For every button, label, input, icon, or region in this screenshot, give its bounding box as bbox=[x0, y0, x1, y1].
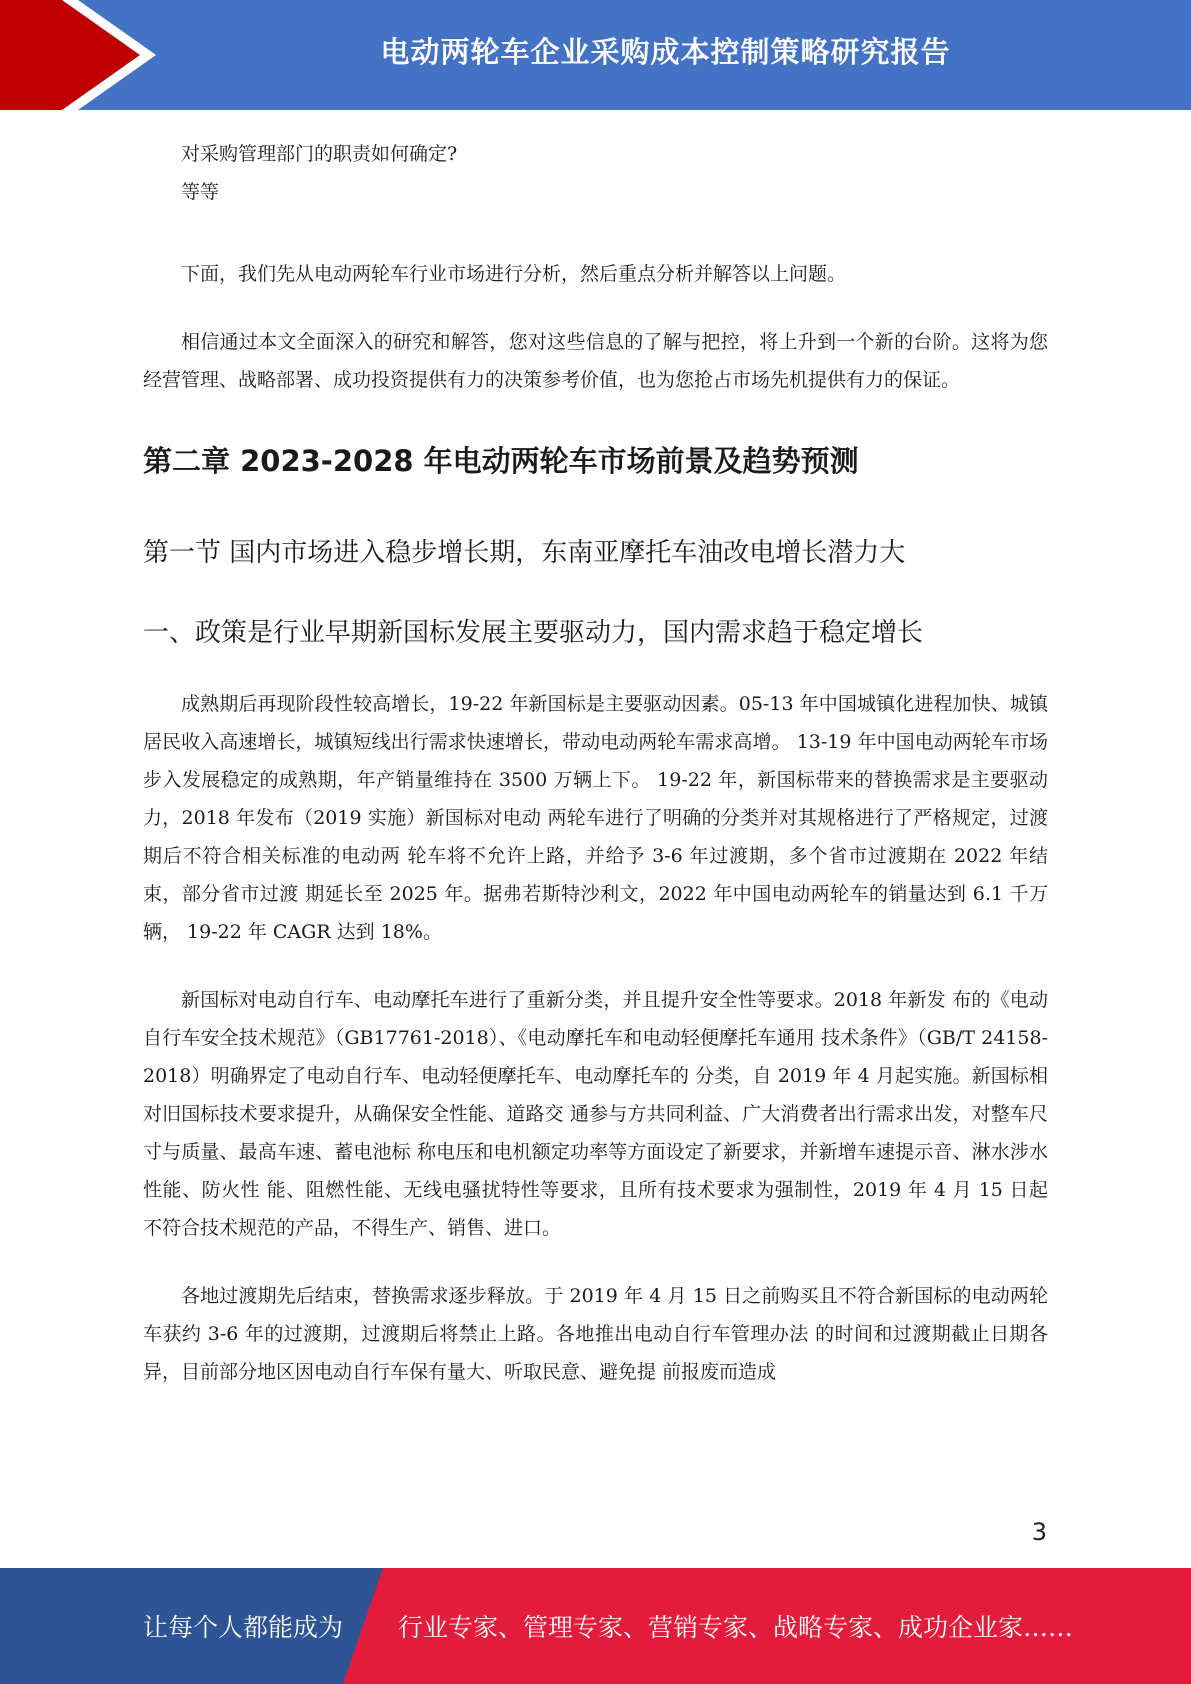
footer-slogan-right: 行业专家、管理专家、营销专家、战略专家、成功企业家…… bbox=[398, 1613, 1074, 1642]
report-title: 电动两轮车企业采购成本控制策略研究报告 bbox=[380, 34, 951, 69]
footer-slogan-left: 让每个人都能成为 bbox=[143, 1613, 344, 1642]
paragraph-2: 新国标对电动自行车、电动摩托车进行了重新分类，并且提升安全性等要求。2018 年新发 布的《电动自行车安全技术规范》（GB17761-2018）、《电动摩托车和电动轻便摩托车通用 技术条件》（GB/T 24158-2018）明确界定了电动自行车、电动轻便摩托车、电动摩托车的 分类，自 2019 年 4 月起实施。新国标相对旧国标技术要求提升，从确保安全性能、道路交 通参与方共同利益、广大消费者出行需求出发，对整车尺寸与质量、最高车速、蓄电池标 称电压和电机额定功率等方面设定了新要求，并新增车速提示音、淋水涉水性能、防火性 能、阻燃性能、无线电骚扰特性等要求，且所有技术要求为强制性，2019 年 4 月 15 日起 不符合技术规范的产品，不得生产、销售、进口。 bbox=[143, 989, 1048, 1239]
chapter-heading: 第二章 2023-2028 年电动两轮车市场前景及趋势预测 bbox=[143, 444, 859, 478]
paragraph-3: 各地过渡期先后结束，替换需求逐步释放。于 2019 年 4 月 15 日之前购买且不符合新国标的电动两轮车获约 3-6 年的过渡期，过渡期后将禁止上路。各地推出电动自行车管理办法 的时间和过渡期截止日期各异，目前部分地区因电动自行车保有量大、听取民意、避免提 前报废而造成 bbox=[143, 1285, 1048, 1383]
document-body bbox=[143, 135, 1048, 1391]
subsection-heading: 一、政策是行业早期新国标发展主要驱动力，国内需求趋于稳定增长 bbox=[143, 618, 924, 648]
paragraph-next: 下面，我们先从电动两轮车行业市场进行分析，然后重点分析并解答以上问题。 bbox=[181, 263, 847, 285]
intro-line-2: 等等 bbox=[181, 181, 220, 203]
page-footer bbox=[0, 1568, 1191, 1684]
paragraph-1: 成熟期后再现阶段性较高增长，19-22 年新国标是主要驱动因素。05-13 年中国城镇化进程加快、城镇居民收入高速增长，城镇短线出行需求快速增长，带动电动两轮车需求高增。 13-19 年中国电动两轮车市场步入发展稳定的成熟期，年产销量维持在 3500 万辆上下。 19-22 年，新国标带来的替换需求是主要驱动力，2018 年发布（2019 实施）新国标对电动 两轮车进行了明确的分类并对其规格进行了严格规定，过渡期后不符合相关标准的电动两 轮车将不允许上路，并给予 3-6 年过渡期，多个省市过渡期在 2022 年结束，部分省市过渡 期延长至 2025 年。据弗若斯特沙利文，2022 年中国电动两轮车的销量达到 6.1 千万辆， 19-22 年 CAGR 达到 18%。 bbox=[143, 693, 1048, 943]
paragraph-belief: 相信通过本文全面深入的研究和解答，您对这些信息的了解与把控，将上升到一个新的台阶。这将为您经营管理、战略部署、成功投资提供有力的决策参考价值，也为您抢占市场先机提供有力的保证。 bbox=[143, 331, 1048, 391]
page-header bbox=[0, 0, 1191, 110]
section-heading: 第一节 国内市场进入稳步增长期，东南亚摩托车油改电增长潜力大 bbox=[143, 538, 906, 568]
page-number: 3 bbox=[1031, 1518, 1047, 1546]
intro-line-1: 对采购管理部门的职责如何确定? bbox=[181, 143, 458, 165]
